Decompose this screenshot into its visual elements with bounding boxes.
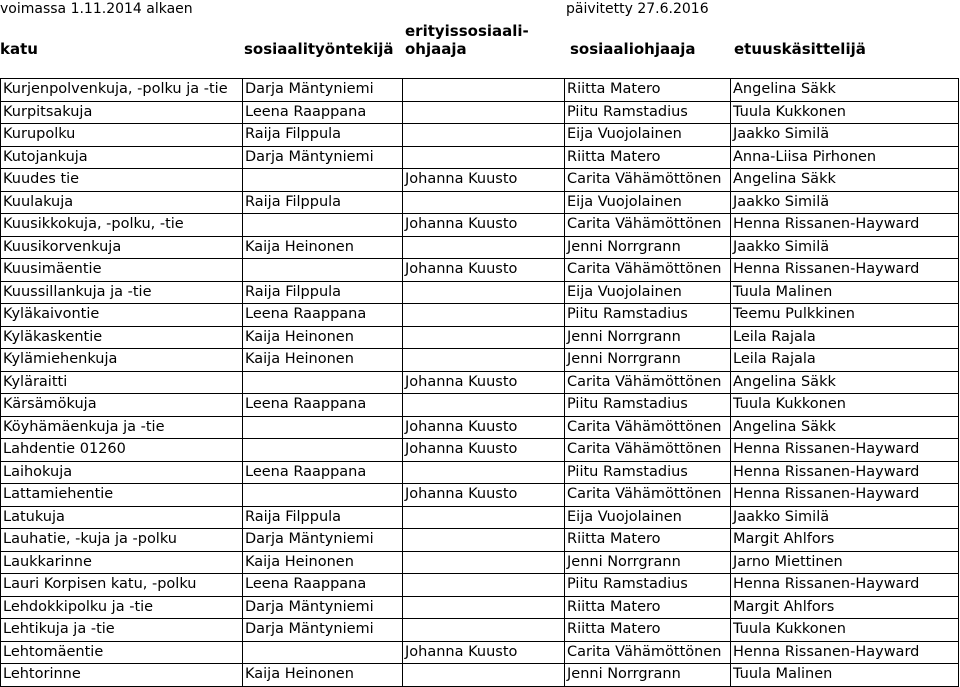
social-advisor-cell: Carita Vähämöttönen [565,484,731,507]
street-cell: Kyläkaskentie [1,326,243,349]
social-worker-cell [243,416,403,439]
special-advisor-cell: Johanna Kuusto [403,259,565,282]
social-worker-cell [243,439,403,462]
street-cell: Kärsämökuja [1,394,243,417]
street-cell: Kurjenpolvenkuja, -polku ja -tie [1,79,243,102]
social-advisor-cell: Jenni Norrgrann [565,326,731,349]
benefit-handler-cell: Margit Ahlfors [731,529,959,552]
benefit-handler-cell: Teemu Pulkkinen [731,304,959,327]
special-advisor-cell [403,664,565,687]
benefit-handler-cell: Jarno Miettinen [731,551,959,574]
table-row [1,619,959,642]
special-advisor-cell: Johanna Kuusto [403,484,565,507]
street-cell: Laihokuja [1,461,243,484]
table-row [1,146,959,169]
social-worker-cell: Darja Mäntyniemi [243,619,403,642]
header-special-line1: erityissosiaali- [405,22,529,40]
special-advisor-cell [403,304,565,327]
street-cell: Kyläraitti [1,371,243,394]
social-worker-cell [243,371,403,394]
table-row [1,79,959,102]
special-advisor-cell [403,461,565,484]
table-row [1,529,959,552]
benefit-handler-cell: Tuula Kukkonen [731,394,959,417]
social-advisor-cell: Eija Vuojolainen [565,191,731,214]
social-advisor-cell: Piitu Ramstadius [565,394,731,417]
table-row [1,281,959,304]
social-advisor-cell: Riitta Matero [565,529,731,552]
benefit-handler-cell: Angelina Säkk [731,79,959,102]
benefit-handler-cell: Angelina Säkk [731,169,959,192]
header-benefit-handler: etuuskäsittelijä [734,40,866,58]
street-cell: Kuudes tie [1,169,243,192]
social-advisor-cell: Carita Vähämöttönen [565,259,731,282]
social-worker-cell: Kaija Heinonen [243,236,403,259]
social-advisor-cell: Carita Vähämöttönen [565,416,731,439]
benefit-handler-cell: Henna Rissanen-Hayward [731,259,959,282]
special-advisor-cell [403,529,565,552]
street-cell: Lehtikuja ja -tie [1,619,243,642]
street-cell: Kuusikkokuja, -polku, -tie [1,214,243,237]
social-worker-cell: Darja Mäntyniemi [243,146,403,169]
street-cell: Kutojankuja [1,146,243,169]
street-cell: Kyläkaivontie [1,304,243,327]
social-worker-cell [243,214,403,237]
updated-date-text: päivitetty 27.6.2016 [566,1,709,17]
street-cell: Lehtomäentie [1,641,243,664]
street-cell: Kylämiehenkuja [1,349,243,372]
column-headers [0,18,960,76]
table-row [1,191,959,214]
table-row [1,394,959,417]
street-cell: Kuusimäentie [1,259,243,282]
special-advisor-cell: Johanna Kuusto [403,439,565,462]
table-row [1,641,959,664]
social-worker-cell: Leena Raappana [243,574,403,597]
special-advisor-cell [403,596,565,619]
special-advisor-cell [403,101,565,124]
special-advisor-cell [403,79,565,102]
social-worker-cell: Kaija Heinonen [243,551,403,574]
street-cell: Lattamiehentie [1,484,243,507]
benefit-handler-cell: Henna Rissanen-Hayward [731,574,959,597]
social-worker-cell: Raija Filppula [243,191,403,214]
social-advisor-cell: Carita Vähämöttönen [565,641,731,664]
street-cell: Köyhämäenkuja ja -tie [1,416,243,439]
special-advisor-cell [403,394,565,417]
street-cell: Kuussillankuja ja -tie [1,281,243,304]
social-advisor-cell: Riitta Matero [565,79,731,102]
benefit-handler-cell: Leila Rajala [731,349,959,372]
table-body [1,79,959,687]
header-special-line2: ohjaaja [405,40,467,58]
social-advisor-cell: Piitu Ramstadius [565,461,731,484]
street-cell: Latukuja [1,506,243,529]
special-advisor-cell: Johanna Kuusto [403,416,565,439]
table-row [1,214,959,237]
social-advisor-cell: Piitu Ramstadius [565,304,731,327]
table-row [1,416,959,439]
social-advisor-cell: Eija Vuojolainen [565,124,731,147]
table-row [1,551,959,574]
social-worker-cell: Darja Mäntyniemi [243,79,403,102]
benefit-handler-cell: Jaakko Similä [731,124,959,147]
social-advisor-cell: Piitu Ramstadius [565,101,731,124]
social-advisor-cell: Piitu Ramstadius [565,574,731,597]
benefit-handler-cell: Tuula Malinen [731,664,959,687]
social-advisor-cell: Carita Vähämöttönen [565,439,731,462]
social-advisor-cell: Riitta Matero [565,596,731,619]
social-worker-cell: Darja Mäntyniemi [243,596,403,619]
social-worker-cell [243,484,403,507]
social-advisor-cell: Jenni Norrgrann [565,664,731,687]
street-cell: Laukkarinne [1,551,243,574]
street-cell: Kurpitsakuja [1,101,243,124]
social-worker-cell: Leena Raappana [243,304,403,327]
header-street: katu [0,40,38,58]
social-advisor-cell: Jenni Norrgrann [565,349,731,372]
benefit-handler-cell: Angelina Säkk [731,416,959,439]
social-worker-cell: Leena Raappana [243,461,403,484]
social-worker-cell: Raija Filppula [243,124,403,147]
table-row [1,484,959,507]
table-row [1,326,959,349]
special-advisor-cell [403,236,565,259]
street-cell: Lehdokkipolku ja -tie [1,596,243,619]
social-worker-cell [243,259,403,282]
street-cell: Lahdentie 01260 [1,439,243,462]
social-advisor-cell: Eija Vuojolainen [565,506,731,529]
table-row [1,259,959,282]
special-advisor-cell: Johanna Kuusto [403,214,565,237]
special-advisor-cell [403,146,565,169]
special-advisor-cell [403,574,565,597]
street-cell: Lehtorinne [1,664,243,687]
social-worker-cell: Leena Raappana [243,101,403,124]
social-advisor-cell: Riitta Matero [565,619,731,642]
table-row [1,439,959,462]
special-advisor-cell [403,326,565,349]
table-row [1,664,959,687]
table-row [1,574,959,597]
table-row [1,461,959,484]
benefit-handler-cell: Leila Rajala [731,326,959,349]
social-worker-cell: Kaija Heinonen [243,326,403,349]
document-top-line [0,0,960,18]
benefit-handler-cell: Tuula Malinen [731,281,959,304]
social-worker-cell: Raija Filppula [243,506,403,529]
street-cell: Kuusikorvenkuja [1,236,243,259]
special-advisor-cell [403,281,565,304]
header-social-worker: sosiaalityöntekijä [244,40,394,58]
table-row [1,596,959,619]
special-advisor-cell [403,551,565,574]
table-row [1,371,959,394]
social-worker-cell: Raija Filppula [243,281,403,304]
table-row [1,349,959,372]
special-advisor-cell [403,349,565,372]
benefit-handler-cell: Jaakko Similä [731,191,959,214]
social-worker-cell: Kaija Heinonen [243,349,403,372]
special-advisor-cell [403,124,565,147]
header-special-social-advisor [405,22,565,58]
benefit-handler-cell: Henna Rissanen-Hayward [731,484,959,507]
table-row [1,304,959,327]
benefit-handler-cell: Jaakko Similä [731,506,959,529]
social-worker-cell: Darja Mäntyniemi [243,529,403,552]
table-row [1,124,959,147]
header-social-advisor: sosiaaliohjaaja [570,40,696,58]
special-advisor-cell: Johanna Kuusto [403,169,565,192]
special-advisor-cell: Johanna Kuusto [403,641,565,664]
street-cell: Lauhatie, -kuja ja -polku [1,529,243,552]
table-row [1,101,959,124]
special-advisor-cell [403,619,565,642]
benefit-handler-cell: Henna Rissanen-Hayward [731,214,959,237]
table-row [1,169,959,192]
social-advisor-cell: Jenni Norrgrann [565,551,731,574]
social-advisor-cell: Eija Vuojolainen [565,281,731,304]
table-row [1,506,959,529]
benefit-handler-cell: Tuula Kukkonen [731,619,959,642]
benefit-handler-cell: Angelina Säkk [731,371,959,394]
social-advisor-cell: Carita Vähämöttönen [565,214,731,237]
benefit-handler-cell: Margit Ahlfors [731,596,959,619]
social-worker-cell [243,641,403,664]
social-worker-cell [243,169,403,192]
social-worker-cell: Kaija Heinonen [243,664,403,687]
special-advisor-cell [403,191,565,214]
social-advisor-cell: Carita Vähämöttönen [565,169,731,192]
benefit-handler-cell: Anna-Liisa Pirhonen [731,146,959,169]
social-advisor-cell: Jenni Norrgrann [565,236,731,259]
special-advisor-cell [403,506,565,529]
social-advisor-cell: Carita Vähämöttönen [565,371,731,394]
street-assignment-table [0,78,959,687]
table-row [1,236,959,259]
benefit-handler-cell: Tuula Kukkonen [731,101,959,124]
benefit-handler-cell: Henna Rissanen-Hayward [731,641,959,664]
social-worker-cell: Leena Raappana [243,394,403,417]
benefit-handler-cell: Henna Rissanen-Hayward [731,461,959,484]
street-cell: Kurupolku [1,124,243,147]
street-cell: Kuulakuja [1,191,243,214]
benefit-handler-cell: Jaakko Similä [731,236,959,259]
special-advisor-cell: Johanna Kuusto [403,371,565,394]
valid-from-text: voimassa 1.11.2014 alkaen [0,1,193,17]
street-cell: Lauri Korpisen katu, -polku [1,574,243,597]
social-advisor-cell: Riitta Matero [565,146,731,169]
benefit-handler-cell: Henna Rissanen-Hayward [731,439,959,462]
